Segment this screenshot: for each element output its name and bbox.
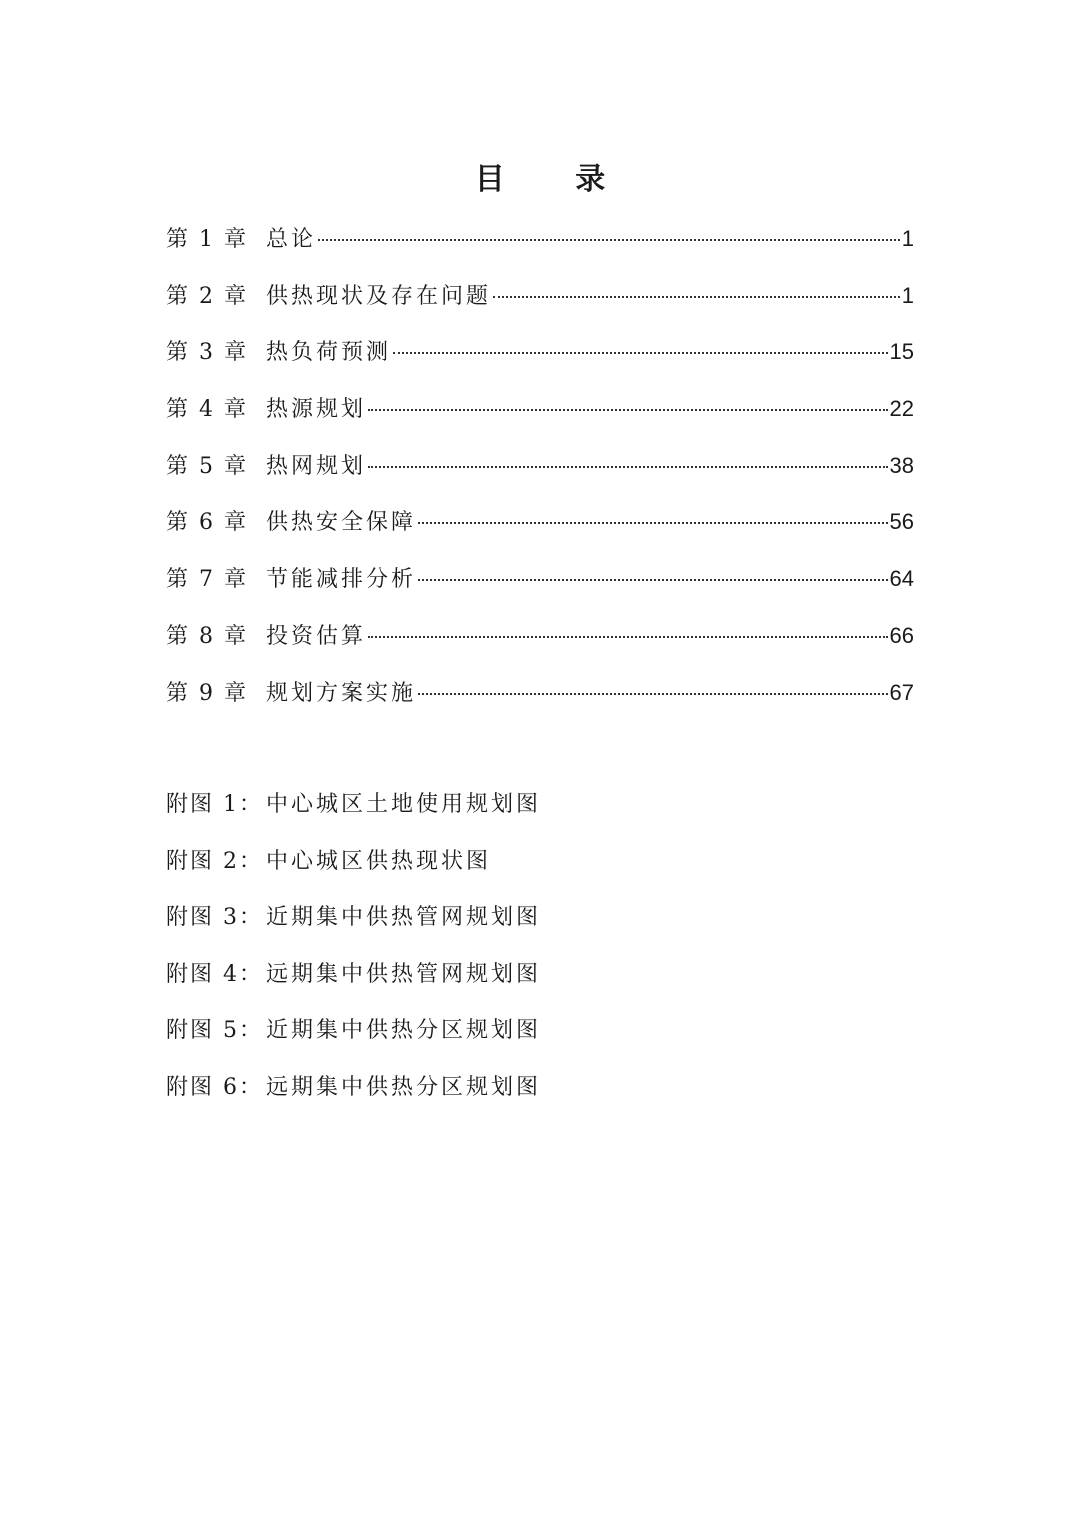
appendix-title: 中心城区土地使用规划图 [266,792,542,817]
toc-entry [166,217,914,274]
appendix-title: 中心城区供热现状图 [266,848,492,874]
dot-leader [368,409,888,411]
dot-leader [418,693,888,695]
appendix-title: 近期集中供热分区规划图 [266,1018,542,1043]
appendix-title: 近期集中供热管网规划图 [266,905,542,930]
chapter-title: 热负荷预测 [266,340,392,366]
appendix-label: 附图 2： [166,848,263,874]
chapter-page-number: 67 [889,679,914,705]
toc-entry [166,387,914,444]
appendix-title: 远期集中供热分区规划图 [266,1074,542,1100]
chapter-number: 第 7 章 [166,567,248,593]
chapter-number: 第 4 章 [166,397,248,423]
chapter-title: 热网规划 [266,453,367,479]
appendix-entry [166,1009,914,1066]
dot-leader [393,352,888,354]
appendix-title: 远期集中供热管网规划图 [266,961,542,987]
chapter-title: 供热现状及存在问题 [266,283,492,309]
page-title: 目 录 [474,162,636,197]
appendix-entry [166,783,914,840]
chapter-page-number: 22 [889,396,914,422]
toc-entry [166,671,914,728]
chapter-page-number: 56 [889,509,914,535]
appendix-label: 附图 4： [166,961,263,987]
chapter-page-number: 1 [901,226,914,251]
appendix-label: 附图 1： [166,792,263,817]
chapter-number: 第 2 章 [166,283,248,309]
chapter-number: 第 8 章 [166,623,248,649]
dot-leader [418,522,888,524]
chapter-number: 第 9 章 [166,680,248,706]
appendix-entry [166,1066,914,1123]
toc-entry [166,557,914,614]
toc-entry [166,330,914,387]
appendix-entry [166,953,914,1010]
appendix-list [166,783,914,1122]
chapter-page-number: 15 [889,339,914,365]
chapter-title: 规划方案实施 [266,680,417,706]
chapter-number: 第 1 章 [166,227,248,252]
toc-entry [166,274,914,331]
chapter-title: 投资估算 [266,623,367,649]
chapter-page-number: 1 [901,282,914,308]
dot-leader [418,579,888,581]
chapter-page-number: 66 [889,622,914,648]
dot-leader [493,296,900,298]
chapter-number: 第 5 章 [166,453,248,479]
dot-leader [368,466,888,468]
dot-leader [318,239,900,241]
appendix-entry [166,896,914,953]
chapter-title: 总论 [266,227,317,252]
chapter-page-number: 64 [889,566,914,592]
chapter-number: 第 3 章 [166,340,248,366]
toc-entry [166,614,914,671]
chapter-title: 热源规划 [266,397,367,423]
chapter-title: 节能减排分析 [266,567,417,593]
chapter-page-number: 38 [889,452,914,478]
toc-entry [166,500,914,557]
dot-leader [368,636,888,638]
table-of-contents [166,217,914,727]
chapter-title: 供热安全保障 [266,510,417,536]
appendix-label: 附图 5： [166,1018,263,1043]
appendix-entry [166,840,914,897]
appendix-label: 附图 6： [166,1074,263,1100]
toc-entry [166,444,914,501]
chapter-number: 第 6 章 [166,510,248,536]
appendix-label: 附图 3： [166,905,263,930]
